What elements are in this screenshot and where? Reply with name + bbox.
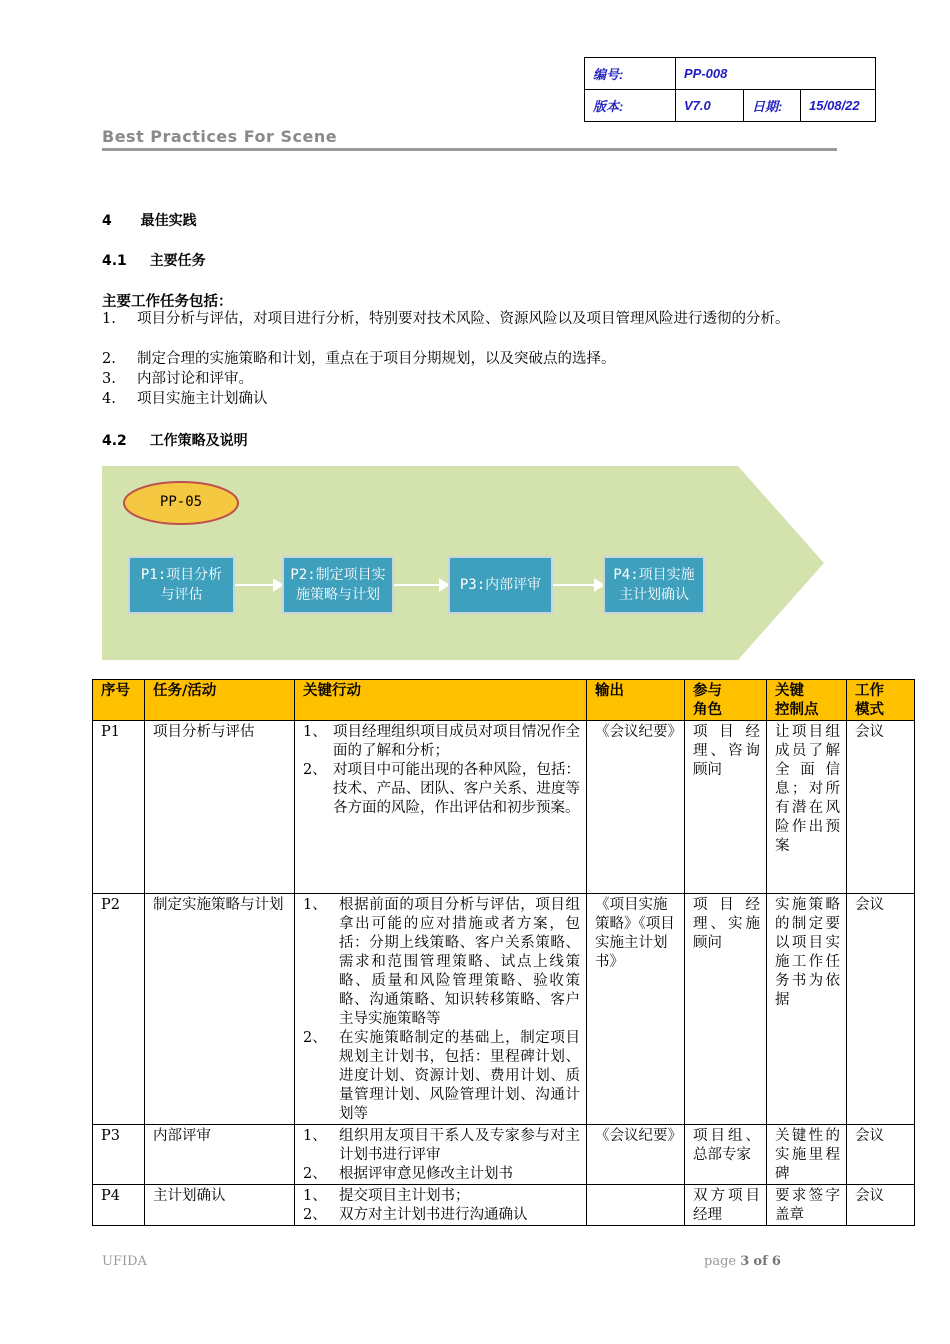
section-4-1-title: 主要任务 [149,253,206,269]
process-box-p4: P4:项目实施 主计划确认 [603,556,705,614]
row-control: 实施策略的制定要以项目实施工作任务书为依据 [767,894,847,1125]
row-roles: 双方项目经理 [685,1185,767,1226]
process-box-p1: P1:项目分析 与评估 [128,556,235,614]
action-item: 2、 在实施策略制定的基础上，制定项目规划主计划书，包括：里程碑计划、进度计划、资源计划、费用计划、质量管理计划、风险管理计划、沟通计划等 [303,1030,580,1122]
row-output: 《项目实施策略》《项目实施主计划书》 [587,894,685,1125]
oval-label: PP-05 [159,494,203,510]
action-item: 1、 项目经理组织项目成员对项目情况作全面的了解和分析； [303,724,580,759]
list-item: 2. 制定合理的实施策略和计划，重点在于项目分期规划，以及突破点的选择。 [102,351,616,367]
action-item: 2、 根据评审意见修改主计划书 [303,1166,513,1182]
footer-company: UFIDA [102,1254,147,1269]
section-4-number: 4 [102,213,112,229]
row-actions [295,1185,587,1226]
row-id: P4 [93,1185,145,1226]
task-table [92,679,915,1226]
version-label: 版本: [585,90,676,122]
action-item: 1、 根据前面的项目分析与评估，项目组拿出可能的应对措施或者方案，包括：分期上线策略、客户关系策略、需求和范围管理策略、试点上线策略、质量和风险管理策略、验收策略、沟通策略、知识转移策略、客户主导实施策略等 [303,897,580,1027]
section-4-2-title: 工作策略及说明 [149,433,248,449]
row-actions [295,1125,587,1185]
process-diagram [102,466,824,660]
code-value: PP-008 [676,58,876,90]
section-4-1-heading [102,250,206,270]
list-item: 3. 内部讨论和评审。 [102,371,253,387]
row-mode: 会议 [847,1185,915,1226]
row-mode: 会议 [847,721,915,894]
table-row [93,1125,915,1185]
row-output: 《会议纪要》 [587,721,685,894]
version-value: V7.0 [676,90,744,122]
table-row [93,721,915,894]
section-4-2-heading [102,430,248,450]
section-4-1-number: 4.1 [102,253,127,269]
header-control: 关键 控制点 [767,680,847,721]
header-seq: 序号 [93,680,145,721]
row-roles: 项目经理、实施顾问 [685,894,767,1125]
task-intro: 主要工作任务包括： [102,294,233,310]
row-id: P2 [93,894,145,1125]
document-title: Best Practices For Scene [102,127,338,146]
action-item: 2、 对项目中可能出现的各种风险，包括：技术、产品、团队、客户关系、进度等各方面的风险，作出评估和初步预案。 [303,762,580,816]
row-id: P1 [93,721,145,894]
row-id: P3 [93,1125,145,1185]
row-roles: 项目经理、咨询顾问 [685,721,767,894]
row-output [587,1185,685,1226]
header-role: 参与 角色 [685,680,767,721]
header-action: 关键行动 [295,680,587,721]
list-item: 4. 项目实施主计划确认 [102,391,268,407]
document-info-table [584,57,876,122]
title-divider [102,148,837,151]
process-box-p2: P2:制定项目实 施策略与计划 [282,556,394,614]
table-row [93,894,915,1125]
footer-page-number: page 3 of 6 [704,1254,781,1269]
date-label: 日期: [744,90,801,122]
section-4-2-number: 4.2 [102,433,127,449]
row-output: 《会议纪要》 [587,1125,685,1185]
row-task: 内部评审 [145,1125,295,1185]
row-mode: 会议 [847,1125,915,1185]
date-value: 15/08/22 [801,90,876,122]
action-item: 1、 组织用友项目干系人及专家参与对主计划书进行评审 [303,1128,580,1163]
row-mode: 会议 [847,894,915,1125]
action-item: 1、 提交项目主计划书； [303,1188,470,1204]
header-output: 输出 [587,680,685,721]
action-item: 2、 双方对主计划书进行沟通确认 [303,1207,528,1223]
header-mode: 工作 模式 [847,680,915,721]
code-label: 编号: [585,58,676,90]
process-box-p3: P3:内部评审 [448,556,553,614]
section-4-title: 最佳实践 [140,213,197,229]
row-actions [295,894,587,1125]
section-4-heading [102,210,197,230]
header-task: 任务/活动 [145,680,295,721]
row-task: 制定实施策略与计划 [145,894,295,1125]
row-actions [295,721,587,894]
row-control: 让项目组成员了解全面信息；对所有潜在风险作出预案 [767,721,847,894]
row-roles: 项目组、总部专家 [685,1125,767,1185]
row-task: 主计划确认 [145,1185,295,1226]
list-item: 1. 项目分析与评估，对项目进行分析，特别要对技术风险、资源风险以及项目管理风险进行透彻的分析。 [102,311,790,327]
row-control: 关键性的实施里程碑 [767,1125,847,1185]
row-control: 要求签字盖章 [767,1185,847,1226]
table-row [93,1185,915,1226]
row-task: 项目分析与评估 [145,721,295,894]
